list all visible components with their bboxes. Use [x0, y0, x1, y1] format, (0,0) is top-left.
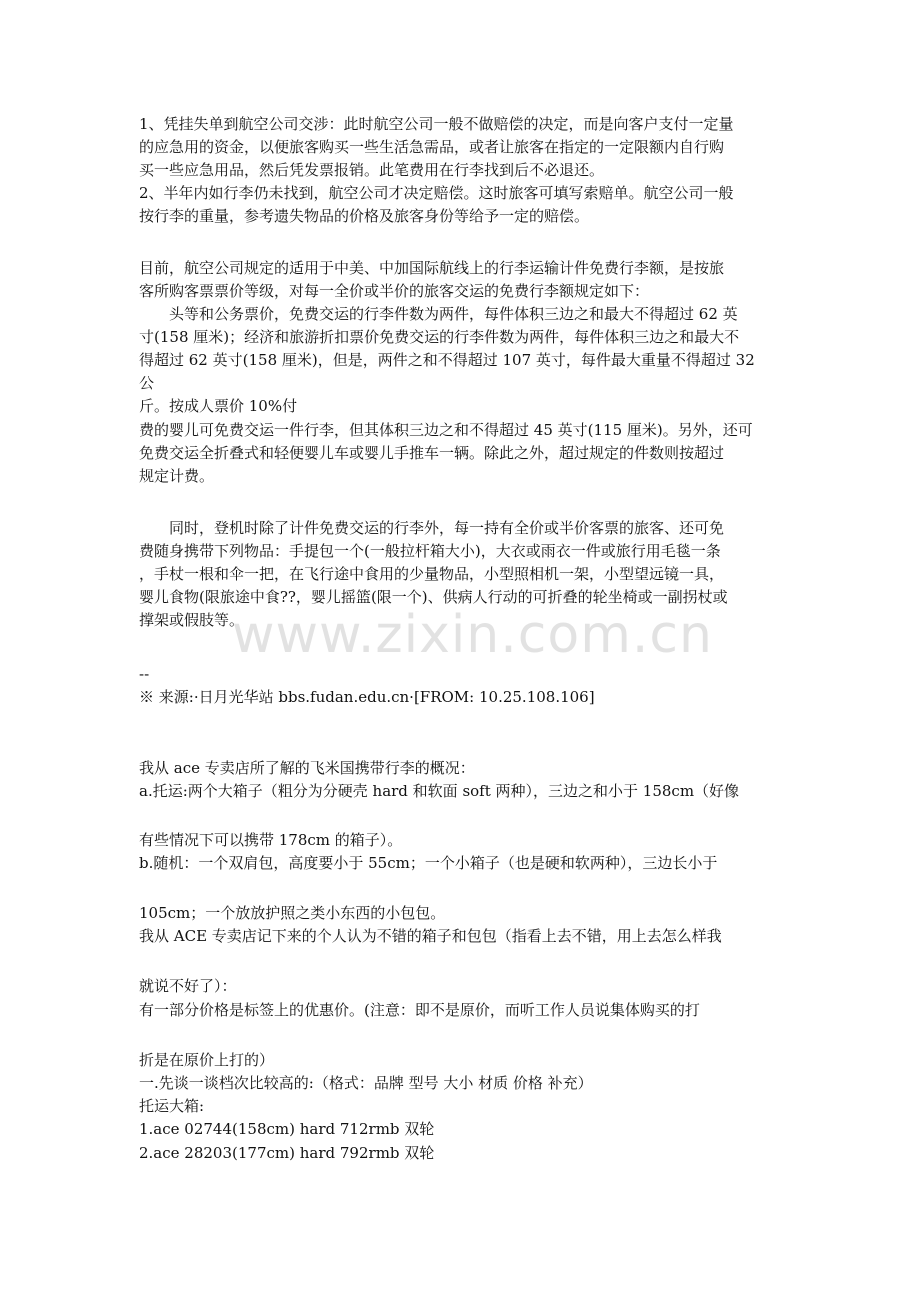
text-line: 得超过 62 英寸(158 厘米)，但是，两件之和不得超过 107 英寸，每件最大重量不得超过 32 — [139, 351, 755, 369]
text-line: -- — [139, 665, 150, 683]
text-line: 免费交运全折叠式和轻便婴儿车或婴儿手推车一辆。除此之外，超过规定的件数则按超过 — [139, 444, 725, 462]
text-line: 规定计费。 — [139, 467, 215, 485]
text-line: 2、半年内如行李仍未找到，航空公司才决定赔偿。这时旅客可填写索赔单。航空公司一般 — [139, 184, 734, 202]
text-line: 费随身携带下列物品：手提包一个(一般拉杆箱大小)，大衣或雨衣一件或旅行用毛毯一条 — [139, 542, 721, 560]
text-line: 折是在原价上打的） — [139, 1051, 275, 1069]
text-line: 按行李的重量，参考遗失物品的价格及旅客身份等给予一定的赔偿。 — [139, 207, 590, 225]
text-line: ※ 来源:·日月光华站 bbs.fudan.edu.cn·[FROM: 10.25.108.106] — [139, 688, 595, 706]
text-line: 公 — [139, 374, 155, 392]
text-line: 买一些应急用品，然后凭发票报销。此笔费用在行李找到后不必退还。 — [139, 161, 605, 179]
text-line: 2.ace 28203(177cm) hard 792rmb 双轮 — [139, 1144, 435, 1162]
text-line: a.托运:两个大箱子（粗分为分硬壳 hard 和软面 soft 两种），三边之和小于 158cm（好像 — [139, 782, 740, 800]
text-line: 托运大箱: — [139, 1097, 205, 1115]
text-line: 我从 ace 专卖店所了解的飞米国携带行李的概况： — [139, 759, 475, 777]
text-line: 有些情况下可以携带 178cm 的箱子）。 — [139, 831, 403, 849]
text-line: 有一部分价格是标签上的优惠价。(注意：即不是原价，而听工作人员说集体购买的打 — [139, 1001, 700, 1019]
text-line: 同时，登机时除了计件免费交运的行李外，每一持有全价或半价客票的旅客、还可免 — [139, 519, 725, 537]
text-line: 婴儿食物(限旅途中食??，婴儿摇篮(限一个)、供病人行动的可折叠的轮坐椅或一副拐杖或 — [139, 588, 728, 606]
text-line: 费的婴儿可免费交运一件行李，但其体积三边之和不得超过 45 英寸(115 厘米)。另外，还可 — [139, 421, 753, 439]
text-line: 头等和公务票价，免费交运的行李件数为两件，每件体积三边之和最大不得超过 62 英 — [139, 305, 738, 323]
text-line: 撑架或假肢等。 — [139, 611, 245, 629]
text-line: 目前，航空公司规定的适用于中美、中加国际航线上的行李运输计件免费行李额，是按旅 — [139, 259, 725, 277]
text-line: ，手杖一根和伞一把，在飞行途中食用的少量物品，小型照相机一架，小型望远镜一具， — [139, 565, 725, 583]
text-line: 105cm；一个放放护照之类小东西的小包包。 — [139, 904, 446, 922]
text-line: 1、凭挂失单到航空公司交涉：此时航空公司一般不做赔偿的决定，而是向客户支付一定量 — [139, 115, 734, 133]
text-line: 寸(158 厘米)；经济和旅游折扣票价免费交运的行李件数为两件，每件体积三边之和最大不 — [139, 328, 740, 346]
text-line: 我从 ACE 专卖店记下来的个人认为不错的箱子和包包（指看上去不错，用上去怎么样我 — [139, 927, 722, 945]
text-line: 客所购客票票价等级，对每一全价或半价的旅客交运的免费行李额规定如下： — [139, 282, 650, 300]
watermark: www.zixin.com.cn — [232, 605, 713, 665]
text-line: 斤。按成人票价 10%付 — [139, 397, 298, 415]
text-line: 的应急用的资金，以便旅客购买一些生活急需品，或者让旅客在指定的一定限额内自行购 — [139, 138, 725, 156]
text-line: 1.ace 02744(158cm) hard 712rmb 双轮 — [139, 1120, 435, 1138]
text-line: b.随机：一个双肩包，高度要小于 55cm；一个小箱子（也是硬和软两种），三边长小于 — [139, 854, 718, 872]
text-line: 就说不好了）： — [139, 977, 237, 995]
text-line: 一.先谈一谈档次比较高的:（格式：品牌 型号 大小 材质 价格 补充） — [139, 1074, 593, 1092]
